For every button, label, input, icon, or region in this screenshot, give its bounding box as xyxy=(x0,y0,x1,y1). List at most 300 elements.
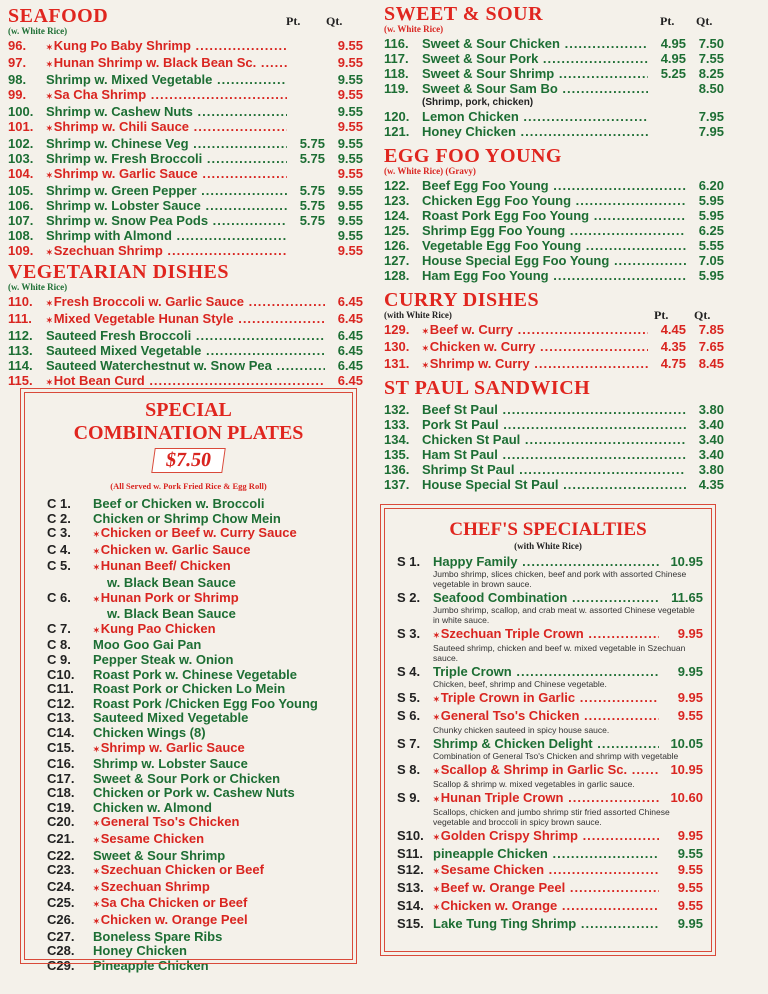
combo-code xyxy=(47,607,93,622)
item-number: 106. xyxy=(8,198,34,213)
menu-item-row xyxy=(384,208,724,223)
item-price: 5.95 xyxy=(698,208,724,223)
item-price-pt: 5.75 xyxy=(299,198,325,213)
item-number: 120. xyxy=(384,109,410,124)
item-description: Scallops, chicken and jumbo shrimp stir fried assorted Chinese vegetable and broccoli in spicy brown sauce. xyxy=(433,807,670,827)
item-name: Seafood Combination ..... xyxy=(433,591,659,605)
sweetsour-section xyxy=(384,4,724,139)
item-number: S14. xyxy=(397,898,424,913)
item-name: ✶ Chicken w. Orange ..... xyxy=(433,899,659,915)
combo-item xyxy=(47,880,352,897)
menu-item-row xyxy=(384,477,724,492)
combo-item xyxy=(47,711,352,726)
combo-item xyxy=(47,913,352,930)
combo-name: Chicken or Shrimp Chow Mein xyxy=(93,510,281,526)
combo-code: C13. xyxy=(47,710,75,726)
item-price: 6.45 xyxy=(337,328,363,343)
menu-item-row xyxy=(397,829,703,845)
item-number: 130. xyxy=(384,339,410,354)
item-price: 6.20 xyxy=(698,178,724,193)
item-number: S15. xyxy=(397,916,424,931)
combo-name: Sweet & Sour Shrimp xyxy=(93,847,226,863)
menu-item-row xyxy=(8,228,363,243)
chef-subtitle: (with White Rice) xyxy=(514,541,582,551)
combo-name: ✶ Shrimp w. Garlic Sauce xyxy=(93,741,245,758)
combo-item xyxy=(47,944,352,959)
item-number: 131. xyxy=(384,356,410,371)
chef-box xyxy=(384,508,712,952)
combo-code xyxy=(47,576,93,591)
item-name: House Special St Paul ..... xyxy=(422,477,686,492)
item-name: Ham St Paul ..... xyxy=(422,447,686,462)
combo-code: C 2. xyxy=(47,510,71,526)
item-price-pt: 5.75 xyxy=(299,136,325,151)
menu-item-row xyxy=(397,917,703,931)
menu-item-row xyxy=(384,356,724,373)
combo-code: C 7. xyxy=(47,620,71,636)
item-number: 125. xyxy=(384,223,410,238)
vegetarian-list xyxy=(8,294,363,390)
item-name: Sauteed Mixed Vegetable ..... xyxy=(46,343,325,358)
eggfoo-list xyxy=(384,178,724,283)
menu-item-row xyxy=(397,863,703,879)
menu-item-row xyxy=(8,151,363,166)
sweetsour-list xyxy=(384,36,724,139)
item-name: ✶ Shrimp w. Chili Sauce ..... xyxy=(46,119,287,136)
item-price-qt: 8.45 xyxy=(698,356,724,371)
item-name: Shrimp w. Chinese Veg ..... xyxy=(46,136,287,151)
item-price-qt: 9.55 xyxy=(337,119,363,134)
item-number: S11. xyxy=(397,846,424,861)
item-name: Shrimp w. Snow Pea Pods ..... xyxy=(46,213,287,228)
item-name: ✶ Fresh Broccoli w. Garlic Sauce ..... xyxy=(46,294,325,311)
item-price-qt: 8.25 xyxy=(698,66,724,81)
menu-item-row xyxy=(397,665,703,679)
menu-item-row xyxy=(384,417,724,432)
item-price: 4.35 xyxy=(698,477,724,492)
item-price-qt: 7.85 xyxy=(698,322,724,337)
item-price: 6.45 xyxy=(337,373,363,388)
item-number: 98. xyxy=(8,72,27,87)
item-number: 122. xyxy=(384,178,410,193)
combo-item xyxy=(47,622,352,639)
menu-item-row xyxy=(8,198,363,213)
combo-title-2: COMBINATION PLATES xyxy=(73,422,304,444)
item-name: Ham Egg Foo Young ..... xyxy=(422,268,686,283)
item-price-qt: 9.55 xyxy=(337,87,363,102)
item-number: 123. xyxy=(384,193,410,208)
combo-item xyxy=(47,497,352,512)
combo-code: C 3. xyxy=(47,525,71,541)
combination-box xyxy=(24,392,353,973)
item-number: 99. xyxy=(8,87,27,102)
item-price: 5.55 xyxy=(698,238,724,253)
item-number: S 2. xyxy=(397,590,421,605)
combo-item xyxy=(47,512,352,527)
item-number: 133. xyxy=(384,417,410,432)
item-number: 128. xyxy=(384,268,410,283)
combo-code: C22. xyxy=(47,847,75,863)
combo-code: C28. xyxy=(47,943,75,959)
item-name: Shrimp w. Green Pepper ..... xyxy=(46,183,287,198)
item-name: Vegetable Egg Foo Young ..... xyxy=(422,238,686,253)
combo-name: Boneless Spare Ribs xyxy=(93,928,223,944)
combo-name: Sweet & Sour Pork or Chicken xyxy=(93,770,281,786)
combo-name: Beef or Chicken w. Broccoli xyxy=(93,496,265,511)
combo-item xyxy=(47,757,352,772)
menu-item-row xyxy=(397,791,703,807)
item-price-qt: 8.50 xyxy=(698,81,724,96)
menu-item-row xyxy=(384,462,724,477)
menu-item-row xyxy=(384,402,724,417)
item-description: Jumbo shrimp, scallop, and crab meat w. assorted Chinese vegetable in white sauce. xyxy=(433,605,695,625)
item-price-qt: 9.55 xyxy=(337,104,363,119)
item-description: Sauteed shrimp, chicken and beef w. mixed vegetable in Szechuan sauce. xyxy=(433,643,686,663)
item-name: Shrimp with Almond ..... xyxy=(46,228,287,243)
combo-code: C29. xyxy=(47,957,75,973)
menu-item-row xyxy=(384,178,724,193)
combo-item xyxy=(47,832,352,849)
item-name: ✶ Shrimp w. Curry ..... xyxy=(422,356,648,373)
item-number: 119. xyxy=(384,81,409,96)
item-number: 127. xyxy=(384,253,410,268)
item-price: 10.05 xyxy=(670,736,703,751)
combo-code: C 9. xyxy=(47,651,71,667)
item-price-pt: 4.35 xyxy=(660,339,686,354)
item-number: 126. xyxy=(384,238,410,253)
item-price-qt: 9.55 xyxy=(337,183,363,198)
menu-item-row xyxy=(384,66,724,81)
combo-item xyxy=(47,772,352,787)
combo-code: C 1. xyxy=(47,496,71,511)
menu-item-row xyxy=(384,253,724,268)
item-price: 9.55 xyxy=(677,880,703,895)
pt-header: Pt. xyxy=(660,14,675,28)
combo-code: C27. xyxy=(47,928,75,944)
item-price-pt: 4.75 xyxy=(660,356,686,371)
item-number: 96. xyxy=(8,38,27,53)
item-price: 9.55 xyxy=(677,846,703,861)
item-price: 6.45 xyxy=(337,294,363,309)
item-name: ✶ Triple Crown in Garlic ..... xyxy=(433,691,659,707)
section-title: CURRY DISHES xyxy=(384,289,540,311)
menu-item-row xyxy=(384,223,724,238)
combo-code: C26. xyxy=(47,912,75,928)
item-price: 10.95 xyxy=(670,554,703,569)
combo-code: C10. xyxy=(47,666,75,682)
combo-item xyxy=(47,801,352,816)
pt-header: Pt. xyxy=(654,308,669,322)
section-subtitle: (w. White Rice) xyxy=(384,24,444,34)
item-name: House Special Egg Foo Young ..... xyxy=(422,253,686,268)
combo-name: w. Black Bean Sauce xyxy=(107,574,236,590)
item-number: 102. xyxy=(8,136,34,151)
item-name: Lake Tung Ting Shrimp ..... xyxy=(433,917,659,931)
menu-item-row xyxy=(384,109,724,124)
combo-code: C23. xyxy=(47,862,75,878)
sandwich-list xyxy=(384,402,724,492)
item-name: Shrimp Egg Foo Young ..... xyxy=(422,223,686,238)
item-price-pt: 5.75 xyxy=(299,213,325,228)
item-price: 9.95 xyxy=(677,626,703,641)
menu-item-row xyxy=(397,591,703,605)
item-number: 110. xyxy=(8,294,33,309)
item-name: Shrimp w. Lobster Sauce ..... xyxy=(46,198,287,213)
menu-item-row xyxy=(384,268,724,283)
item-price-pt: 5.75 xyxy=(299,151,325,166)
item-price: 9.55 xyxy=(677,898,703,913)
item-name: Lemon Chicken ..... xyxy=(422,109,648,124)
item-number: S 8. xyxy=(397,762,421,777)
item-name: Shrimp St Paul ..... xyxy=(422,462,686,477)
item-name: Shrimp & Chicken Delight ..... xyxy=(433,737,659,751)
section-title: VEGETARIAN DISHES xyxy=(8,261,229,283)
menu-item-row xyxy=(384,81,724,96)
item-number: 135. xyxy=(384,447,410,462)
combo-name: Roast Pork w. Chinese Vegetable xyxy=(93,666,297,682)
menu-item-row xyxy=(384,124,724,139)
combo-name: ✶ Chicken w. Garlic Sauce xyxy=(93,543,251,560)
item-name: Triple Crown ..... xyxy=(433,665,659,679)
combo-item xyxy=(47,896,352,913)
combo-code: C 5. xyxy=(47,558,71,574)
item-price: 6.45 xyxy=(337,343,363,358)
chef-title: CHEF'S SPECIALTIES xyxy=(449,519,647,540)
item-price: 9.95 xyxy=(677,664,703,679)
combo-item xyxy=(47,559,352,576)
item-name: Sauteed Fresh Broccoli ..... xyxy=(46,328,325,343)
section-title: SWEET & SOUR xyxy=(384,3,544,25)
item-description: Chicken, beef, shrimp and Chinese vegetable. xyxy=(433,679,607,689)
combo-item xyxy=(47,543,352,560)
item-price: 9.95 xyxy=(677,828,703,843)
item-name: Sweet & Sour Shrimp ..... xyxy=(422,66,648,81)
menu-item-row xyxy=(397,737,703,751)
combo-code: C24. xyxy=(47,878,75,894)
combo-code: C21. xyxy=(47,831,75,847)
item-price: 3.80 xyxy=(698,402,724,417)
item-price-qt: 9.55 xyxy=(337,136,363,151)
item-price-qt: 7.55 xyxy=(698,51,724,66)
item-name: Honey Chicken ..... xyxy=(422,124,648,139)
item-number: 107. xyxy=(8,213,34,228)
combo-code: C11. xyxy=(47,681,74,697)
item-number: S 7. xyxy=(397,736,421,751)
item-number: 105. xyxy=(8,183,34,198)
item-name: ✶ Hunan Triple Crown ..... xyxy=(433,791,659,807)
combo-item xyxy=(47,863,352,880)
combo-item xyxy=(47,815,352,832)
item-name: Chicken St Paul ..... xyxy=(422,432,686,447)
menu-item-row xyxy=(397,881,703,897)
item-name: ✶ Szechuan Shrimp ..... xyxy=(46,243,287,260)
combo-note: (All Served w. Pork Fried Rice & Egg Roll) xyxy=(110,481,267,491)
combo-item xyxy=(47,682,352,697)
item-price-pt: 5.25 xyxy=(660,66,686,81)
combo-item xyxy=(47,591,352,608)
qt-header: Qt. xyxy=(694,308,711,322)
item-price-qt: 7.95 xyxy=(698,124,724,139)
item-name: ✶ Chicken w. Curry ..... xyxy=(422,339,648,356)
item-price-pt: 4.95 xyxy=(660,51,686,66)
item-number: 112. xyxy=(8,328,33,343)
item-price-qt: 9.55 xyxy=(337,228,363,243)
menu-item-row xyxy=(397,555,703,569)
combo-name: Moo Goo Gai Pan xyxy=(93,637,202,653)
item-price: 3.40 xyxy=(698,432,724,447)
item-number: 100. xyxy=(8,104,34,119)
seafood-section xyxy=(8,6,363,260)
combo-name: Pepper Steak w. Onion xyxy=(93,651,234,667)
combo-code: C18. xyxy=(47,785,75,801)
item-price: 6.45 xyxy=(337,358,363,373)
menu-item-row xyxy=(384,193,724,208)
item-price: 10.95 xyxy=(670,762,703,777)
combo-name: ✶ Kung Pao Chicken xyxy=(93,622,216,639)
combo-code: C17. xyxy=(47,770,75,786)
item-number: 109. xyxy=(8,243,34,258)
item-name: Chicken Egg Foo Young ..... xyxy=(422,193,686,208)
menu-item-row xyxy=(8,166,363,183)
item-price: 9.55 xyxy=(677,708,703,723)
item-price: 5.95 xyxy=(698,193,724,208)
item-number: S 9. xyxy=(397,790,421,805)
item-name: Sweet & Sour Pork ..... xyxy=(422,51,648,66)
item-number: 97. xyxy=(8,55,27,70)
item-number: 111. xyxy=(8,311,32,326)
seafood-list xyxy=(8,38,363,260)
item-name: Shrimp w. Fresh Broccoli ..... xyxy=(46,151,287,166)
menu-item-row xyxy=(397,847,703,861)
item-price: 9.55 xyxy=(677,862,703,877)
menu-item-row xyxy=(384,238,724,253)
menu-item-row xyxy=(8,243,363,260)
item-name: ✶ Beef w. Orange Peel ..... xyxy=(433,881,659,897)
combo-name: ✶ Sesame Chicken xyxy=(93,832,204,849)
combo-name: Chicken w. Almond xyxy=(93,799,212,815)
combo-code: C 8. xyxy=(47,637,71,653)
menu-item-row xyxy=(8,136,363,151)
menu-item-row xyxy=(384,36,724,51)
item-price: 7.05 xyxy=(698,253,724,268)
item-name: ✶ Shrimp w. Garlic Sauce ..... xyxy=(46,166,287,183)
item-name: Happy Family ..... xyxy=(433,555,659,569)
menu-item-row xyxy=(397,899,703,915)
item-name: pineapple Chicken ..... xyxy=(433,847,659,861)
menu-item-row xyxy=(8,311,363,328)
item-price-pt: 5.75 xyxy=(299,183,325,198)
pt-header: Pt. xyxy=(286,14,301,28)
item-name: ✶ Scallop & Shrimp in Garlic Sc. ..... xyxy=(433,763,659,779)
menu-item-row xyxy=(8,373,363,390)
item-name: ✶ General Tso's Chicken ..... xyxy=(433,709,659,725)
combo-code: C16. xyxy=(47,756,75,772)
combo-name: Chicken or Pork w. Cashew Nuts xyxy=(93,785,295,801)
combo-item xyxy=(47,930,352,945)
item-number: S 3. xyxy=(397,626,421,641)
combo-price: $7.50 xyxy=(151,448,226,473)
item-name: ✶ Hunan Shrimp w. Black Bean Sc. ..... xyxy=(46,55,287,72)
item-number: 113. xyxy=(8,343,33,358)
combo-code: C15. xyxy=(47,739,75,755)
item-price: 6.45 xyxy=(337,311,363,326)
item-price-pt: 4.95 xyxy=(660,36,686,51)
item-price: 9.95 xyxy=(677,916,703,931)
combo-item xyxy=(47,959,352,974)
combo-code: C 6. xyxy=(47,589,71,605)
combo-name: ✶ General Tso's Chicken xyxy=(93,815,239,832)
item-number: 118. xyxy=(384,66,409,81)
item-price-qt: 9.55 xyxy=(337,151,363,166)
item-number: 129. xyxy=(384,322,410,337)
combo-name: Pineapple Chicken xyxy=(93,957,209,973)
item-name: Roast Pork Egg Foo Young ..... xyxy=(422,208,686,223)
item-description: Combination of General Tso's Chicken and shrimp with vegetable xyxy=(433,751,679,761)
combo-name: w. Black Bean Sauce xyxy=(107,606,236,622)
menu-item-row xyxy=(8,328,363,343)
combo-name: ✶ Hunan Pork or Shrimp xyxy=(93,591,239,608)
item-price-qt: 9.55 xyxy=(337,198,363,213)
item-number: 103. xyxy=(8,151,34,166)
item-name: ✶ Szechuan Triple Crown ..... xyxy=(433,627,659,643)
item-description: Scallop & shrimp w. mixed vegetables in garlic sauce. xyxy=(433,779,635,789)
vegetarian-section xyxy=(8,262,363,390)
item-number: 108. xyxy=(8,228,34,243)
menu-item-row xyxy=(384,432,724,447)
item-number: 124. xyxy=(384,208,410,223)
combo-name: Sauteed Mixed Vegetable xyxy=(93,710,249,726)
item-name: ✶ Golden Crispy Shrimp ..... xyxy=(433,829,659,845)
item-price-qt: 7.95 xyxy=(698,109,724,124)
menu-item-row xyxy=(397,763,703,779)
item-number: 121. xyxy=(384,124,410,139)
menu-item-row xyxy=(8,294,363,311)
item-price-qt: 9.55 xyxy=(337,243,363,258)
combo-item xyxy=(47,849,352,864)
item-price-qt: 7.50 xyxy=(698,36,724,51)
item-number: S 4. xyxy=(397,664,421,679)
section-subtitle: (w. White Rice) xyxy=(8,26,68,36)
section-subtitle: (w. White Rice) (Gravy) xyxy=(384,166,476,176)
item-price: 6.25 xyxy=(698,223,724,238)
item-number: 132. xyxy=(384,402,410,417)
item-name: Shrimp w. Cashew Nuts ..... xyxy=(46,104,287,119)
combo-item xyxy=(47,576,352,591)
item-name: Beef St Paul ..... xyxy=(422,402,686,417)
item-name: Shrimp w. Mixed Vegetable ..... xyxy=(46,72,287,87)
item-name: Pork St Paul ..... xyxy=(422,417,686,432)
menu-item-row xyxy=(397,691,703,707)
combo-code: C19. xyxy=(47,799,75,815)
section-title: SEAFOOD xyxy=(8,5,109,27)
item-number: 117. xyxy=(384,51,409,66)
curry-section xyxy=(384,290,724,373)
combo-name: ✶ Szechuan Shrimp xyxy=(93,880,210,897)
qt-header: Qt. xyxy=(696,14,713,28)
item-number: 134. xyxy=(384,432,410,447)
item-number: S 5. xyxy=(397,690,421,705)
item-price: 9.95 xyxy=(677,690,703,705)
combo-name: Roast Pork /Chicken Egg Foo Young xyxy=(93,695,318,711)
combo-code: C 4. xyxy=(47,541,71,557)
menu-item-row xyxy=(8,343,363,358)
combo-name: ✶ Chicken w. Orange Peel xyxy=(93,913,248,930)
item-number: 137. xyxy=(384,477,410,492)
item-number: S12. xyxy=(397,862,424,877)
item-description: Jumbo shrimp, slices chicken, beef and pork with assorted Chinese vegetable in brown sauce. xyxy=(433,569,687,589)
combo-item xyxy=(47,697,352,712)
item-price-qt: 7.65 xyxy=(698,339,724,354)
